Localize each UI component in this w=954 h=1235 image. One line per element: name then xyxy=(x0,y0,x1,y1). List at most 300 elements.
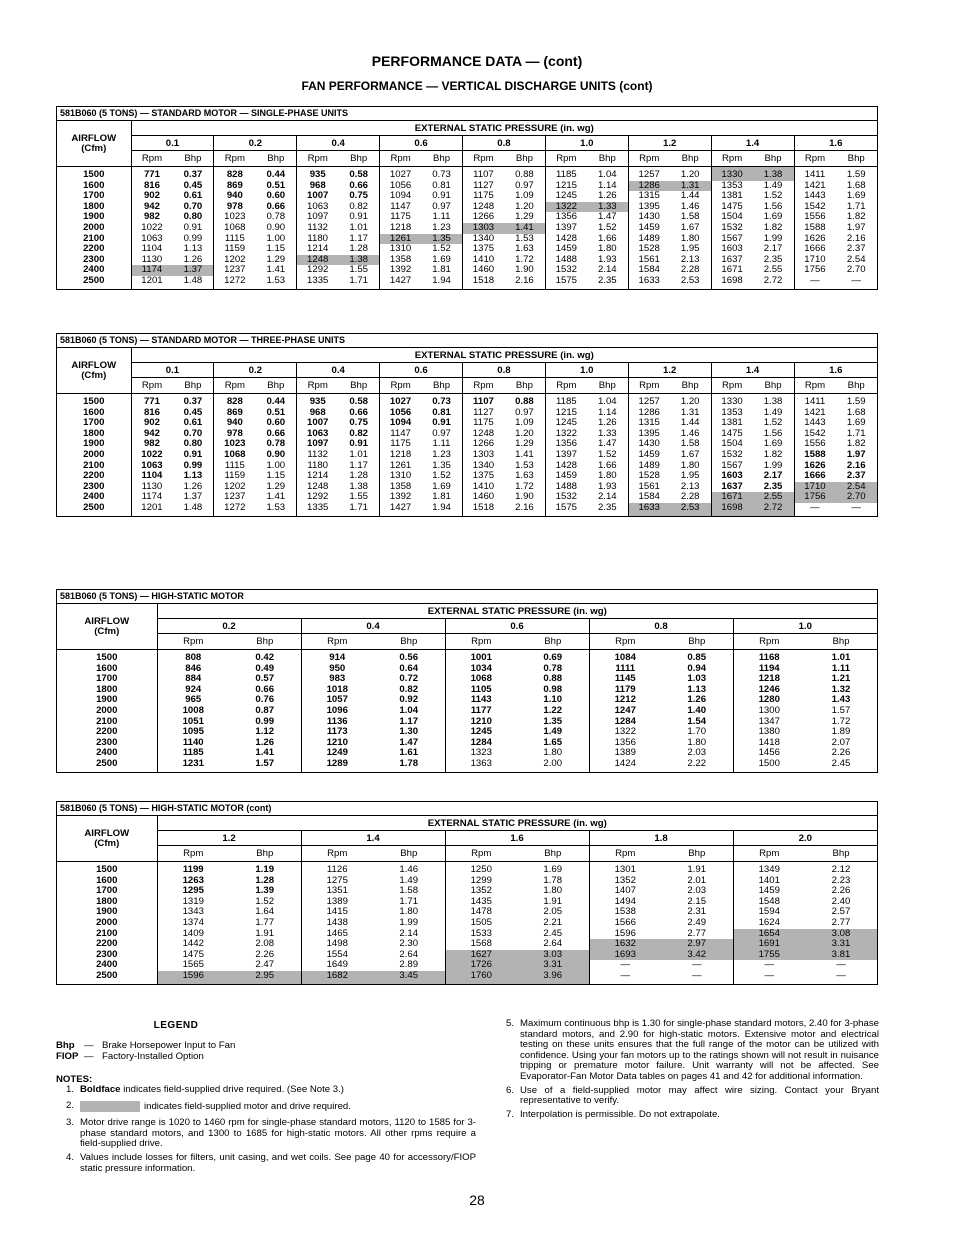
rpm-cell: 1275 xyxy=(301,876,373,887)
airflow-cell: 2100 xyxy=(57,929,157,940)
rpm-cell: 1442 xyxy=(182,939,204,950)
pressure-header: 1.2 xyxy=(628,136,711,151)
rpm-cell: 1023 xyxy=(214,212,255,223)
bhp-cell: 1.91 xyxy=(687,864,707,875)
pressure-header: 1.8 xyxy=(589,831,733,846)
bhp-cell: 2.72 xyxy=(753,503,794,516)
pressure-header: 1.0 xyxy=(545,136,628,151)
performance-table xyxy=(57,121,877,289)
bhp-cell: 1.52 xyxy=(763,191,783,202)
bhp-cell: 2.16 xyxy=(515,502,534,513)
rpm-cell: 935 xyxy=(297,394,338,408)
bhp-cell: 0.51 xyxy=(266,407,286,418)
rpm-cell: 1063 xyxy=(297,202,338,213)
bhp-cell: 1.59 xyxy=(846,396,866,407)
bhp-cell: — xyxy=(851,502,862,513)
rpm-cell: 1428 xyxy=(545,461,586,472)
bhp-cell: 1.78 xyxy=(399,758,419,769)
rpm-cell: 1415 xyxy=(301,907,373,918)
bhp-cell: 2.07 xyxy=(831,737,851,748)
rpm-cell: 1596 xyxy=(157,971,229,984)
rpm-header: Rpm xyxy=(301,634,373,650)
rpm-cell: 1145 xyxy=(589,674,661,685)
rpm-cell: 1027 xyxy=(380,394,421,408)
bhp-cell: 0.78 xyxy=(266,439,286,450)
rpm-header: Rpm xyxy=(463,151,504,167)
bhp-header: Bhp xyxy=(753,378,794,394)
rpm-cell: 1443 xyxy=(794,418,835,429)
rpm-header: Rpm xyxy=(297,151,338,167)
esp-header: EXTERNAL STATIC PRESSURE (in. wg) xyxy=(131,348,877,363)
bhp-cell: 1.00 xyxy=(266,460,286,471)
rpm-cell: 1218 xyxy=(380,450,421,461)
bhp-cell: 0.97 xyxy=(515,407,534,418)
bhp-cell: 1.13 xyxy=(183,244,203,255)
bhp-cell: 2.37 xyxy=(846,471,866,482)
rpm-cell: 1584 xyxy=(628,265,669,276)
table-row xyxy=(57,461,877,472)
bhp-cell: 3.31 xyxy=(517,960,589,971)
bhp-cell: 1.90 xyxy=(515,265,534,276)
airflow-cell: 2500 xyxy=(57,503,131,516)
bhp-cell: 1.38 xyxy=(349,481,368,492)
pressure-header: 0.1 xyxy=(131,363,214,378)
airflow-cell: 2200 xyxy=(57,939,157,950)
airflow-header xyxy=(57,816,157,862)
rpm-cell: 1427 xyxy=(380,503,421,516)
airflow-cell: 2300 xyxy=(57,482,131,493)
rpm-cell: 1428 xyxy=(545,234,586,245)
rpm-cell: 1374 xyxy=(182,917,204,928)
bhp-cell: 1.14 xyxy=(597,180,617,191)
table-row xyxy=(57,234,877,245)
bhp-cell: 1.91 xyxy=(255,928,275,939)
bhp-cell: 1.33 xyxy=(597,428,617,439)
rpm-cell: 1397 xyxy=(545,450,586,461)
bhp-cell: 2.17 xyxy=(763,471,783,482)
table-row xyxy=(57,759,877,772)
bhp-cell: 1.65 xyxy=(543,737,563,748)
rpm-cell: 1494 xyxy=(589,897,661,908)
rpm-cell: 1022 xyxy=(141,449,163,460)
rpm-cell: 1588 xyxy=(794,223,835,234)
rpm-cell: 1056 xyxy=(380,181,421,192)
rpm-cell: 1392 xyxy=(380,265,421,276)
bhp-cell: 1.58 xyxy=(680,212,700,223)
rpm-cell: 1756 xyxy=(794,265,835,276)
bhp-cell: 0.94 xyxy=(687,663,707,674)
rpm-cell: 1459 xyxy=(733,886,805,897)
rpm-cell: 978 xyxy=(214,429,255,440)
rpm-header: Rpm xyxy=(157,634,229,650)
bhp-cell: 1.38 xyxy=(338,255,379,266)
table-row xyxy=(57,950,877,961)
bhp-cell: 1.41 xyxy=(515,449,534,460)
table-row xyxy=(57,191,877,202)
bhp-cell: 1.59 xyxy=(846,169,866,180)
bhp-cell: 0.61 xyxy=(183,418,203,429)
rpm-cell: 1111 xyxy=(589,664,661,675)
bhp-cell: 0.78 xyxy=(543,663,563,674)
rpm-cell: 1459 xyxy=(628,223,669,234)
bhp-cell: 1.01 xyxy=(831,652,851,663)
airflow-cell: 1600 xyxy=(57,664,157,675)
bhp-cell: 1.47 xyxy=(597,439,617,450)
rpm-cell: 1410 xyxy=(463,255,504,266)
rpm-cell: 965 xyxy=(185,695,202,706)
bhp-cell: 0.70 xyxy=(183,428,203,439)
rpm-cell: 1185 xyxy=(182,748,204,759)
table-row xyxy=(57,408,877,419)
rpm-cell: 1352 xyxy=(589,876,661,887)
bhp-cell: 1.52 xyxy=(597,222,617,233)
rpm-cell: 1356 xyxy=(545,439,586,450)
rpm-cell: — xyxy=(794,503,835,516)
bhp-cell: 1.69 xyxy=(543,864,563,875)
rpm-cell: 1624 xyxy=(733,918,805,929)
bhp-cell: 2.00 xyxy=(543,758,563,769)
bhp-cell: 1.26 xyxy=(597,418,617,429)
rpm-cell: 1210 xyxy=(301,738,373,749)
rpm-cell: 1395 xyxy=(628,429,669,440)
table-row xyxy=(57,876,877,887)
rpm-cell: 1500 xyxy=(733,759,805,772)
rpm-header: Rpm xyxy=(733,634,805,650)
bhp-cell: 2.13 xyxy=(680,481,700,492)
bhp-cell: 2.03 xyxy=(687,886,707,897)
rpm-cell: 1310 xyxy=(380,471,421,482)
airflow-unit: (Cfm) xyxy=(94,625,120,637)
rpm-cell: 1340 xyxy=(463,461,504,472)
bhp-cell: 1.31 xyxy=(680,407,700,418)
bhp-cell: 1.67 xyxy=(680,449,700,460)
table-title: 581B060 (5 TONS) — HIGH-STATIC MOTOR xyxy=(57,590,877,604)
airflow-cell: 1900 xyxy=(57,907,157,918)
rpm-cell: 1542 xyxy=(794,202,835,213)
bhp-cell: 1.26 xyxy=(255,737,275,748)
rpm-header: Rpm xyxy=(214,378,255,394)
bhp-cell: 1.17 xyxy=(399,716,419,727)
rpm-cell: 1266 xyxy=(463,439,504,450)
bhp-header: Bhp xyxy=(373,846,445,862)
rpm-cell: 1115 xyxy=(214,461,255,472)
bhp-cell: 1.11 xyxy=(432,212,451,223)
rpm-cell: 1755 xyxy=(733,950,805,961)
rpm-cell: 1518 xyxy=(463,276,504,289)
rpm-cell: 1245 xyxy=(545,418,586,429)
rpm-cell: 1389 xyxy=(589,748,661,759)
bhp-cell: 1.63 xyxy=(515,244,534,255)
bhp-cell: 2.70 xyxy=(846,265,866,276)
table-row xyxy=(57,503,877,516)
rpm-cell: 1532 xyxy=(545,265,586,276)
rpm-cell: 1352 xyxy=(445,886,517,897)
bhp-cell: 0.91 xyxy=(432,418,451,429)
note-number: 5. xyxy=(505,1018,514,1029)
rpm-cell: 1532 xyxy=(545,492,586,503)
rpm-cell: 1063 xyxy=(297,429,338,440)
note-text: Motor drive range is 1020 to 1460 rpm for single-phase standard motors, 1120 to 1585 for 3-phase standard motors, and 1300 to 1685 for high-static motors. All other rpms require a field-supplied drive. xyxy=(80,1117,476,1150)
table-high-static-cont xyxy=(56,801,878,985)
legend-item xyxy=(56,1051,476,1062)
bhp-cell: 1.49 xyxy=(763,407,783,418)
bhp-cell: 2.70 xyxy=(835,492,877,503)
esp-header: EXTERNAL STATIC PRESSURE (in. wg) xyxy=(131,121,877,136)
rpm-cell: 950 xyxy=(301,664,373,675)
bhp-cell: 1.58 xyxy=(680,439,700,450)
bhp-cell: 1.30 xyxy=(399,727,419,738)
airflow-cell: 2400 xyxy=(57,748,157,759)
bhp-cell: 1.72 xyxy=(515,481,534,492)
table-row xyxy=(57,223,877,234)
bhp-cell: 2.30 xyxy=(399,939,419,950)
rpm-cell: 1159 xyxy=(214,471,255,482)
bhp-cell: 1.37 xyxy=(172,265,213,276)
bhp-cell: 1.82 xyxy=(763,449,783,460)
airflow-cell: 2500 xyxy=(57,759,157,772)
rpm-cell: 1693 xyxy=(589,950,661,961)
bhp-cell: 1.12 xyxy=(255,727,275,738)
bhp-cell: 0.85 xyxy=(687,652,707,663)
bhp-cell: 0.66 xyxy=(255,684,275,695)
rpm-cell: 1632 xyxy=(589,939,661,950)
bhp-header: Bhp xyxy=(373,634,445,650)
bhp-cell: 1.52 xyxy=(432,244,451,255)
bhp-cell: 1.90 xyxy=(515,492,534,503)
rpm-cell: 1300 xyxy=(733,706,805,717)
rpm-cell: 1174 xyxy=(131,265,172,276)
bhp-cell: 1.20 xyxy=(515,201,534,212)
rpm-cell: 1027 xyxy=(380,167,421,181)
bhp-cell: 1.38 xyxy=(763,396,783,407)
rpm-header: Rpm xyxy=(380,151,421,167)
bhp-cell: 0.88 xyxy=(515,396,534,407)
bhp-cell: 1.69 xyxy=(432,481,451,492)
pressure-header: 0.4 xyxy=(297,363,380,378)
rpm-cell: 1250 xyxy=(445,862,517,876)
bhp-header: Bhp xyxy=(172,378,213,394)
table-row xyxy=(57,897,877,908)
rpm-cell: 1389 xyxy=(301,897,373,908)
bhp-cell: 1.95 xyxy=(680,471,700,482)
rpm-cell: 1322 xyxy=(545,429,586,440)
note-number: 3. xyxy=(65,1117,74,1129)
bhp-cell: 0.56 xyxy=(399,652,419,663)
rpm-header: Rpm xyxy=(157,846,229,862)
note-text: Values include losses for filters, unit casing, and wet coils. See page 40 for accessory/FIOP static pressure information. xyxy=(80,1152,476,1174)
rpm-cell: 1566 xyxy=(589,918,661,929)
rpm-cell: 1303 xyxy=(463,223,504,234)
bhp-cell: 1.11 xyxy=(831,663,851,674)
bhp-cell: 1.04 xyxy=(597,169,617,180)
rpm-cell: 1637 xyxy=(711,482,752,493)
rpm-cell: 1588 xyxy=(794,450,835,461)
rpm-cell: 1349 xyxy=(733,862,805,876)
bhp-cell: 1.09 xyxy=(515,418,534,429)
table-row xyxy=(57,738,877,749)
bhp-cell: 0.81 xyxy=(432,407,451,418)
rpm-cell: 1257 xyxy=(628,167,669,181)
rpm-cell: 1130 xyxy=(141,254,163,265)
performance-table xyxy=(57,604,877,772)
note-text: Interpolation is permissible. Do not extrapolate. xyxy=(520,1108,720,1120)
airflow-cell: 1700 xyxy=(57,674,157,685)
rpm-cell: 1257 xyxy=(628,394,669,408)
bhp-cell: 1.57 xyxy=(831,705,851,716)
airflow-cell: 2100 xyxy=(57,717,157,728)
bhp-cell: 1.82 xyxy=(846,439,866,450)
rpm-cell: 1363 xyxy=(445,759,517,772)
rpm-cell: 1115 xyxy=(214,234,255,245)
rpm-cell: 1284 xyxy=(589,717,661,728)
rpm-cell: 1096 xyxy=(301,706,373,717)
bhp-cell: 1.00 xyxy=(266,233,286,244)
rpm-cell: 1478 xyxy=(445,907,517,918)
bhp-cell: 1.69 xyxy=(763,212,783,223)
rpm-cell: 1575 xyxy=(545,503,586,516)
bhp-cell: 1.20 xyxy=(515,428,534,439)
airflow-cell: 1800 xyxy=(57,685,157,696)
airflow-header xyxy=(57,604,157,650)
bhp-cell: 1.40 xyxy=(687,705,707,716)
bhp-cell: 0.70 xyxy=(183,201,203,212)
notes-right xyxy=(496,1019,879,1123)
rpm-cell: 1068 xyxy=(214,450,255,461)
rpm-cell: 1654 xyxy=(733,929,805,940)
airflow-cell: 2300 xyxy=(57,255,131,266)
rpm-cell: — xyxy=(733,960,805,971)
rpm-cell: 1007 xyxy=(297,191,338,202)
rpm-cell: 1756 xyxy=(794,492,835,503)
bhp-cell: 3.96 xyxy=(517,971,589,984)
pressure-header: 1.2 xyxy=(628,363,711,378)
pressure-header: 1.4 xyxy=(711,136,794,151)
bhp-cell: 1.23 xyxy=(432,449,451,460)
bhp-cell: 1.48 xyxy=(183,275,203,286)
airflow-cell: 1800 xyxy=(57,429,131,440)
legend-title: LEGEND xyxy=(153,1020,199,1031)
airflow-cell: 1600 xyxy=(57,181,131,192)
rpm-cell: 1691 xyxy=(733,939,805,950)
rpm-cell: 1556 xyxy=(794,439,835,450)
table-row xyxy=(57,706,877,717)
rpm-cell: 1322 xyxy=(545,202,586,213)
note-3 xyxy=(56,1118,476,1150)
rpm-cell: 1710 xyxy=(794,482,835,493)
airflow-cell: 1700 xyxy=(57,418,131,429)
bhp-cell: 1.94 xyxy=(432,502,451,513)
bhp-cell: 2.35 xyxy=(763,254,783,265)
bhp-cell: 1.93 xyxy=(597,481,617,492)
bhp-cell: 2.05 xyxy=(543,907,563,918)
rpm-cell: 1401 xyxy=(733,876,805,887)
rpm-header: Rpm xyxy=(733,846,805,862)
rpm-cell: 1421 xyxy=(794,408,835,419)
rpm-cell: 1001 xyxy=(445,650,517,664)
table-row xyxy=(57,685,877,696)
note-text: indicates field-supplied motor and drive required. xyxy=(144,1100,351,1112)
bhp-cell: 2.12 xyxy=(831,864,851,875)
rpm-cell: 771 xyxy=(143,396,160,407)
rpm-cell: 983 xyxy=(301,674,373,685)
bhp-cell: — xyxy=(691,970,702,981)
pressure-header: 0.6 xyxy=(445,619,589,634)
bhp-header: Bhp xyxy=(229,846,301,862)
rpm-cell: 1343 xyxy=(182,907,204,918)
table-three-phase xyxy=(56,333,878,517)
table-row xyxy=(57,418,877,429)
note-1 xyxy=(56,1085,476,1096)
bhp-cell: 0.37 xyxy=(183,396,203,407)
rpm-cell: 1056 xyxy=(380,408,421,419)
rpm-cell: 1335 xyxy=(297,276,338,289)
bhp-cell: 1.55 xyxy=(349,265,368,276)
bhp-cell: 2.55 xyxy=(763,265,783,276)
table-row xyxy=(57,886,877,897)
bhp-cell: 2.57 xyxy=(831,907,851,918)
bhp-cell: 2.45 xyxy=(543,928,563,939)
table-row xyxy=(57,907,877,918)
bhp-cell: — xyxy=(836,970,846,981)
rpm-cell: 1460 xyxy=(463,492,504,503)
bhp-cell: 0.72 xyxy=(399,674,419,685)
rpm-cell: 1375 xyxy=(463,244,504,255)
rpm-cell: 1248 xyxy=(297,482,338,493)
bhp-header: Bhp xyxy=(255,151,296,167)
rpm-cell: 1315 xyxy=(628,418,669,429)
pressure-header: 0.2 xyxy=(157,619,301,634)
bhp-cell: 0.57 xyxy=(255,674,275,685)
bhp-cell: 0.76 xyxy=(255,695,275,706)
bhp-cell: 1.20 xyxy=(680,396,700,407)
bhp-cell: 1.29 xyxy=(266,254,286,265)
esp-header: EXTERNAL STATIC PRESSURE (in. wg) xyxy=(157,816,877,831)
airflow-cell: 2200 xyxy=(57,727,157,738)
bhp-cell: 0.44 xyxy=(266,169,286,180)
rpm-cell: 1266 xyxy=(463,212,504,223)
bhp-cell: 2.55 xyxy=(753,492,794,503)
bhp-cell: 1.26 xyxy=(183,254,203,265)
bhp-cell: 1.13 xyxy=(183,471,203,482)
airflow-cell: 2100 xyxy=(57,461,131,472)
bhp-cell: 0.82 xyxy=(399,684,419,695)
bhp-cell: 1.23 xyxy=(432,222,451,233)
bhp-cell: 0.58 xyxy=(349,396,368,407)
rpm-cell: 982 xyxy=(143,439,160,450)
bhp-cell: 2.47 xyxy=(255,960,275,971)
rpm-cell: 1726 xyxy=(445,960,517,971)
rpm-cell: 1421 xyxy=(794,181,835,192)
rpm-header: Rpm xyxy=(794,378,835,394)
rpm-cell: 1179 xyxy=(589,685,661,696)
pressure-header: 2.0 xyxy=(733,831,877,846)
bhp-cell: 1.93 xyxy=(597,254,617,265)
rpm-cell: 1202 xyxy=(214,255,255,266)
bhp-cell: 2.08 xyxy=(255,939,275,950)
pressure-header: 1.4 xyxy=(711,363,794,378)
bhp-cell: 1.22 xyxy=(543,705,563,716)
rpm-cell: 1246 xyxy=(733,685,805,696)
table-row xyxy=(57,492,877,503)
rpm-cell: 1310 xyxy=(380,244,421,255)
table-row xyxy=(57,265,877,276)
bhp-cell: 2.53 xyxy=(670,503,711,516)
bhp-header: Bhp xyxy=(835,151,877,167)
rpm-cell: 1315 xyxy=(628,191,669,202)
rpm-cell: 1175 xyxy=(380,439,421,450)
rpm-cell: 1237 xyxy=(214,265,255,276)
bhp-cell: 1.91 xyxy=(543,896,563,907)
